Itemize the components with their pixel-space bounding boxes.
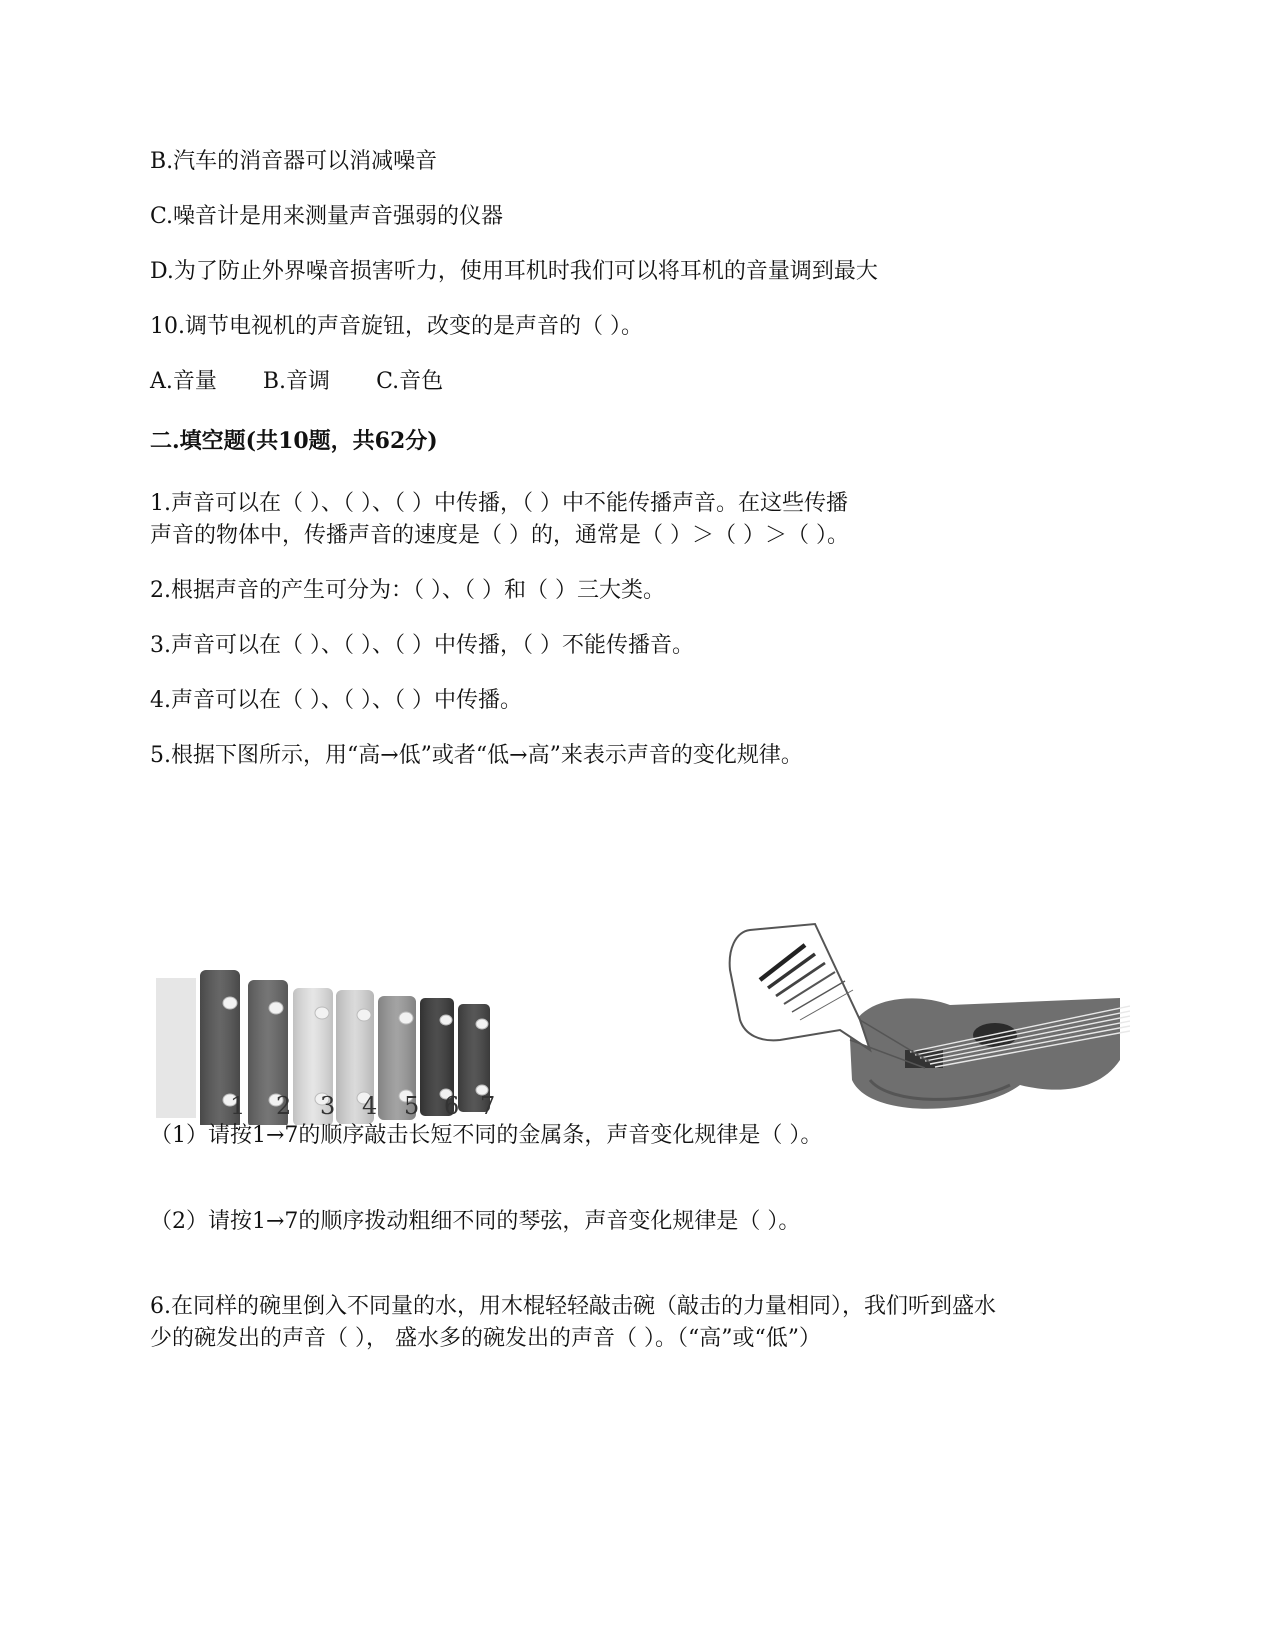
bar-number: 7 [480, 1092, 496, 1120]
q10-option-a: A.音量 [150, 369, 217, 394]
fill-q5: 5.根据下图所示，用“高→低”或者“低→高”来表示声音的变化规律。 [150, 743, 803, 768]
bar-number: 1 [230, 1092, 246, 1120]
q10-option-c: C.音色 [376, 369, 444, 394]
fill-q4: 4.声音可以在（ ）、（ ）、（ ）中传播。 [150, 688, 522, 713]
string-callout-bubble [730, 924, 870, 1050]
fill-q1-line1: 1.声音可以在（ ）、（ ）、（ ）中传播，（ ）中不能传播声音。在这些传播 [150, 491, 848, 516]
fill-q6-line1: 6.在同样的碗里倒入不同量的水，用木棍轻轻敲击碗（敲击的力量相同），我们听到盛水 [150, 1294, 996, 1319]
fill-q1-line2: 声音的物体中，传播声音的速度是（ ）的，通常是（ ）＞（ ）＞（ ）。 [150, 523, 849, 548]
q9-option-b: B.汽车的消音器可以消减噪音 [150, 149, 438, 174]
fill-q5-sub2: （2）请按1→7的顺序拨动粗细不同的琴弦，声音变化规律是（ ）。 [150, 1209, 801, 1234]
q10-options [150, 366, 443, 398]
bar-number: 5 [404, 1092, 420, 1120]
fill-q5-sub1: （1）请按1→7的顺序敲击长短不同的金属条，声音变化规律是（ ）。 [150, 1123, 823, 1148]
q9-option-d: D.为了防止外界噪音损害听力，使用耳机时我们可以将耳机的音量调到最大 [150, 259, 878, 284]
q10-stem: 10.调节电视机的声音旋钮，改变的是声音的（ ）。 [150, 314, 643, 339]
q10-option-b: B.音调 [262, 369, 331, 394]
bar-number: 6 [444, 1092, 460, 1120]
section-heading: 二.填空题(共10题，共62分) [150, 428, 438, 454]
bar-number: 4 [362, 1092, 378, 1120]
bar-number: 2 [276, 1092, 292, 1120]
fill-q2: 2.根据声音的产生可分为：（ ）、（ ）和（ ）三大类。 [150, 578, 665, 603]
bar-number: 3 [320, 1092, 336, 1120]
q9-option-c: C.噪音计是用来测量声音强弱的仪器 [150, 204, 504, 229]
guitar-figure [720, 920, 1130, 1120]
fill-q6-line2: 少的碗发出的声音（ ）， 盛水多的碗发出的声音（ ）。（“高”或“低”） [150, 1326, 821, 1351]
fill-q3: 3.声音可以在（ ）、（ ）、（ ）中传播，（ ）不能传播音。 [150, 633, 694, 658]
